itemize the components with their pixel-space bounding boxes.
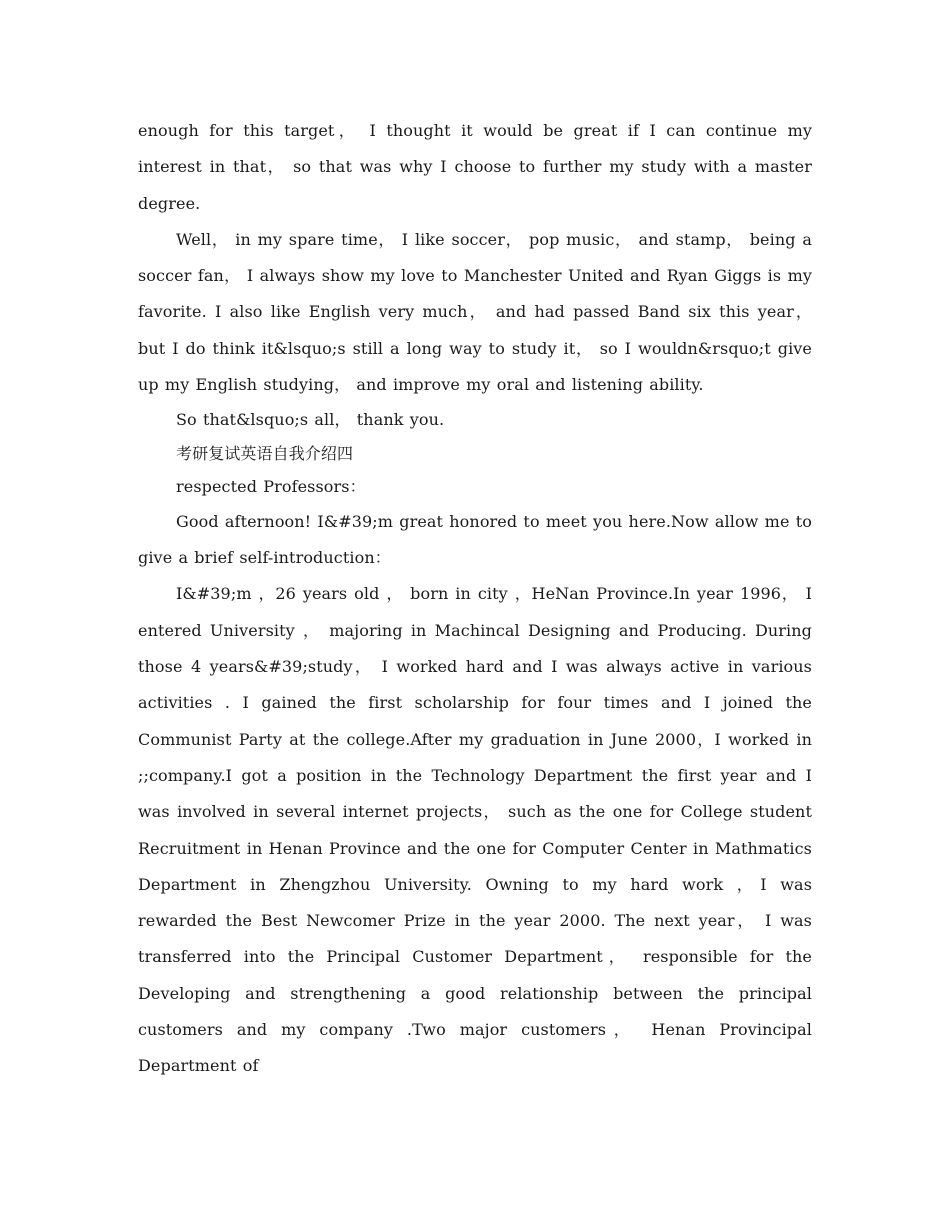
paragraph-hobbies: Well， in my spare time， I like soccer， pop music， and stamp， being a soccer fan， I always show my love to Manchester United and Ryan Giggs is my favorite. I also like English very much， and had passed Band six this year， but I do think it&lsquo;s still a long way to study it， so I wouldn&rsquo;t give up my English studying， and improve my oral and listening ability.: [138, 229, 812, 395]
paragraph-greeting: Good afternoon! I&#39;m great honored to meet you here.Now allow me to give a brief self-introduction：: [138, 511, 812, 568]
paragraph-background: I&#39;m ，26 years old ， born in city ，HeNan Province.In year 1996， I entered University ， majoring in Machincal Designing and Producing. During those 4 years&#39;study， I worked hard and I was always active in various activities . I gained the first scholarship for four times and I joined the Communist Party at the college.After my graduation in June 2000，I worked in ;;company.I got a position in the Technology Department the first year and I was involved in several internet projects， such as the one for College student Recruitment in Henan Province and the one for Computer Center in Mathmatics Department in Zhengzhou University. Owning to my hard work ，I was rewarded the Best Newcomer Prize in the year 2000. The next year， I was transferred into the Principal Customer Department， responsible for the Developing and strengthening a good relationship between the principal customers and my company .Two major customers， Henan Provincipal Department of: [138, 584, 812, 1076]
salutation: respected Professors：: [176, 477, 366, 497]
paragraph-continuation: enough for this target， I thought it would be great if I can continue my interest in that， so that was why I choose to further my study with a master degree.: [138, 121, 812, 213]
document-body: [138, 113, 812, 1085]
section-title: 考研复试英语自我介绍四: [176, 443, 354, 463]
paragraph-closing: So that&lsquo;s all， thank you.: [176, 410, 445, 430]
